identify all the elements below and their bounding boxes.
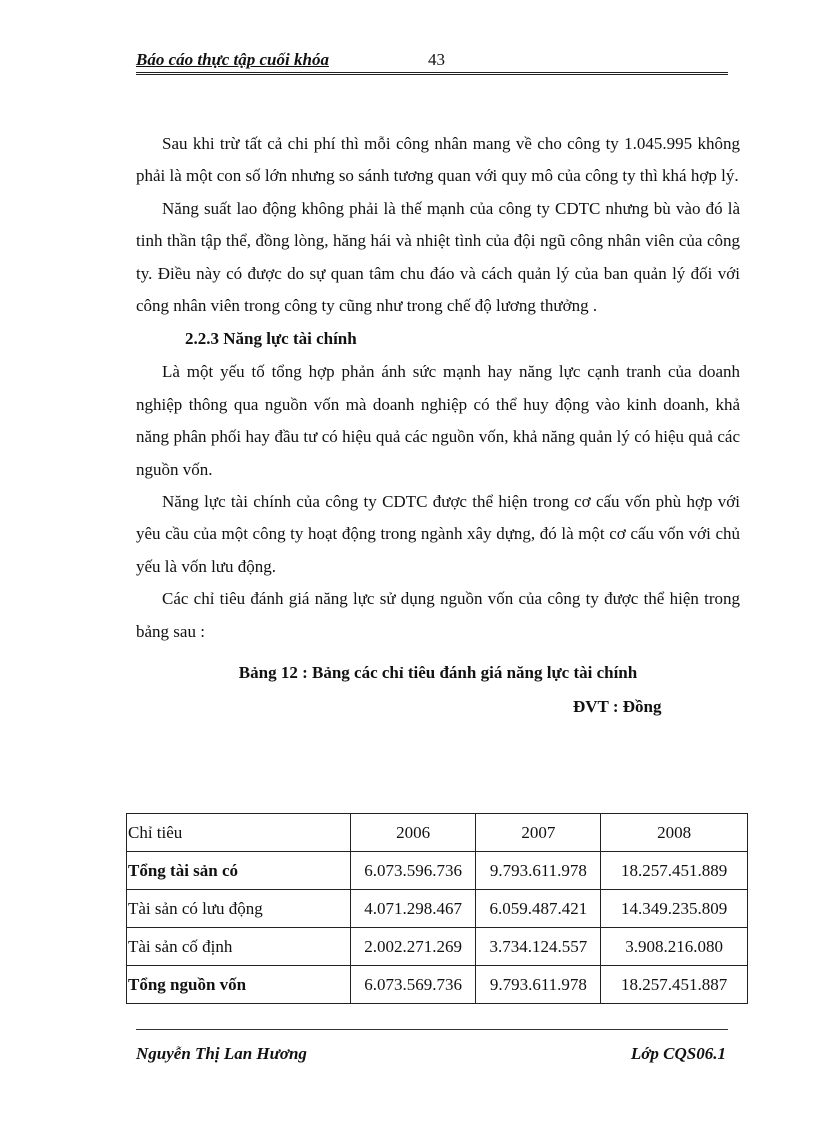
- table-cell: 9.793.611.978: [476, 852, 601, 890]
- table-header-cell: 2007: [476, 814, 601, 852]
- row-label: Tổng nguồn vốn: [127, 966, 351, 1004]
- table-header-cell: Chỉ tiêu: [127, 814, 351, 852]
- paragraph: Là một yếu tố tổng hợp phản ánh sức mạnh hay năng lực cạnh tranh của doanh nghiệp thông qua nguồn vốn mà doanh nghiệp có thể huy động vào kinh doanh, khả năng phân phối hay đầu tư có hiệu quả các nguồn vốn, khả năng quản lý có hiệu quả các nguồn vốn.: [136, 362, 740, 479]
- footer-class: Lớp CQS06.1: [630, 1044, 726, 1063]
- table-cell: 14.349.235.809: [601, 890, 748, 928]
- paragraph: Năng lực tài chính của công ty CDTC được thể hiện trong cơ cấu vốn phù hợp với yêu cầu của một công ty hoạt động trong ngành xây dựng, đó là một cơ cấu vốn với chủ yếu là vốn lưu động.: [136, 492, 740, 576]
- row-label: Tài sản cố định: [127, 928, 351, 966]
- table-cell: 3.734.124.557: [476, 928, 601, 966]
- table-row: [127, 966, 748, 1004]
- table-row: [127, 890, 748, 928]
- table-cell: 4.071.298.467: [350, 890, 476, 928]
- table-caption: Bảng 12 : Bảng các chỉ tiêu đánh giá năng lực tài chính: [238, 663, 638, 683]
- table-header-row: [127, 814, 748, 852]
- page-number: 43: [428, 50, 445, 69]
- paragraph: Các chỉ tiêu đánh giá năng lực sử dụng nguồn vốn của công ty được thể hiện trong bảng sau :: [136, 589, 740, 641]
- paragraph: Năng suất lao động không phải là thế mạnh của công ty CDTC nhưng bù vào đó là tinh thần tập thể, đồng lòng, hăng hái và nhiệt tình của đội ngũ công nhân viên của công ty. Điều này có được do sự quan tâm chu đáo và cách quản lý của ban quản lý đối với công nhân viên trong công ty cũng như trong chế độ lương thưởng .: [136, 198, 740, 316]
- table-row: [127, 928, 748, 966]
- table-cell: 6.073.569.736: [350, 966, 476, 1004]
- table-header-cell: 2008: [601, 814, 748, 852]
- row-label: Tài sản có lưu động: [127, 890, 351, 928]
- section-heading: 2.2.3 Năng lực tài chính: [185, 329, 357, 349]
- table-header-cell: 2006: [350, 814, 476, 852]
- table-cell: 6.073.596.736: [350, 852, 476, 890]
- row-label: Tổng tài sản có: [127, 852, 351, 890]
- table-cell: 18.257.451.889: [601, 852, 748, 890]
- unit-label: ĐVT : Đồng: [573, 697, 662, 717]
- page-body: [136, 128, 740, 724]
- table-cell: 9.793.611.978: [476, 966, 601, 1004]
- footer-author: Nguyễn Thị Lan Hương: [136, 1044, 307, 1063]
- table-cell: 18.257.451.887: [601, 966, 748, 1004]
- table-cell: 6.059.487.421: [476, 890, 601, 928]
- table-cell: 3.908.216.080: [601, 928, 748, 966]
- page-header: [136, 50, 728, 75]
- paragraph: Sau khi trừ tất cả chi phí thì mỗi công nhân mang về cho công ty 1.045.995 không phải là một con số lớn nhưng so sánh tương quan với quy mô của công ty thì khá hợp lý.: [136, 134, 740, 186]
- table-row: [127, 852, 748, 890]
- financial-table: [126, 813, 748, 1004]
- header-title: Báo cáo thực tập cuối khóa: [136, 50, 329, 69]
- table-cell: 2.002.271.269: [350, 928, 476, 966]
- footer-divider: [136, 1029, 728, 1030]
